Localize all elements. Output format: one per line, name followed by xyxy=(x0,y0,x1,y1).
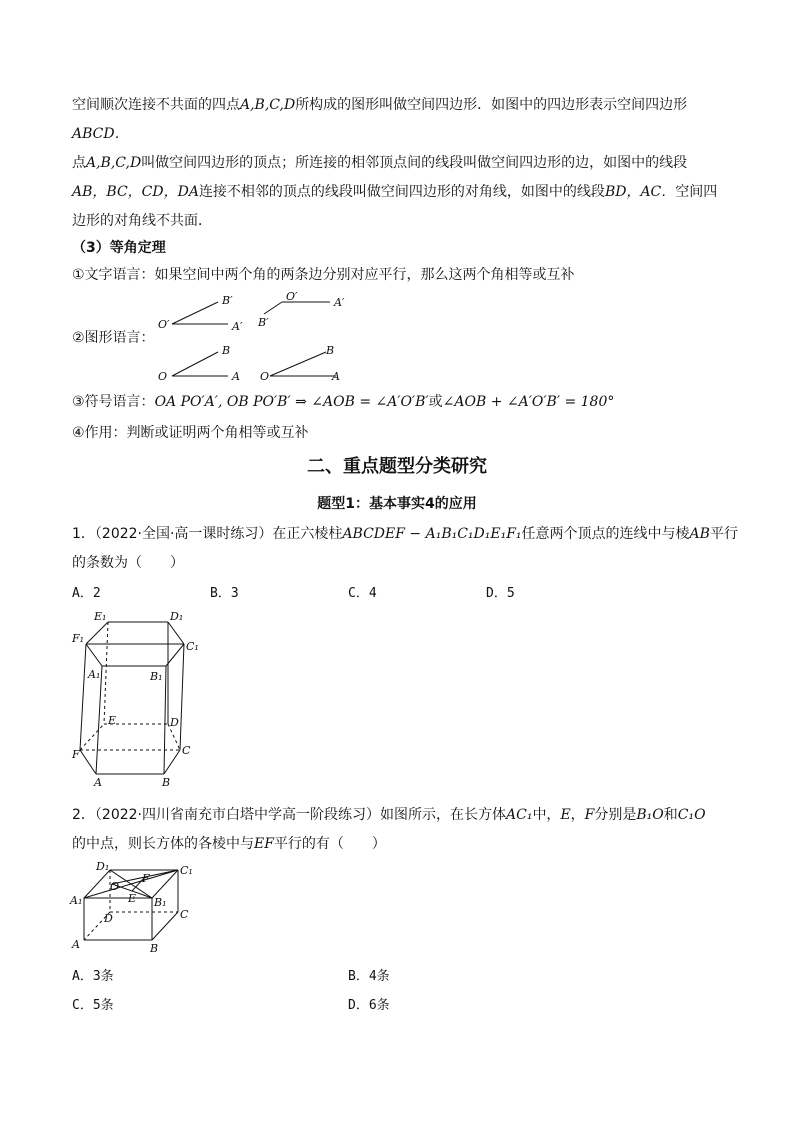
label-b: B xyxy=(150,942,159,955)
intro-line-3: 点A,B,C,D叫做空间四边形的顶点；所连接的相邻顶点间的线段叫做空间四边形的边，如图中的线段 xyxy=(72,155,688,171)
label-a1: A₁ xyxy=(70,894,83,907)
intro-line-5: 边形的对角线不共面． xyxy=(72,213,212,229)
label-c1: C₁ xyxy=(180,864,193,877)
section-title: 二、重点题型分类研究 xyxy=(307,456,487,477)
intro-line-4: AB，BC，CD，DA连接不相邻的顶点的线段叫做空间四边形的对角线，如图中的线段BD，AC．空间四 xyxy=(72,184,718,200)
label-c: C xyxy=(182,744,191,757)
q2-option-b[interactable]: B．4条 xyxy=(348,969,390,984)
hexagonal-prism-figure xyxy=(70,606,200,790)
label-e1: E₁ xyxy=(94,610,107,623)
angle-figures xyxy=(150,290,370,390)
label-f: F xyxy=(72,748,80,761)
label-b-prime-2: B′ xyxy=(258,316,269,329)
label-d1: D₁ xyxy=(170,610,184,623)
label-a-prime-2: A′ xyxy=(334,296,345,309)
theorem-use: ④作用：判断或证明两个角相等或互补 xyxy=(72,425,309,441)
label-o-3: O xyxy=(158,370,168,383)
q2-stem-line-1: 2．（2022·四川省南充市白塔中学高一阶段练习）如图所示，在长方体AC₁中，E，F分别是B₁O和C₁O xyxy=(72,807,706,823)
q1-option-a[interactable]: A．2 xyxy=(72,586,101,601)
label-f1: F₁ xyxy=(72,632,85,645)
angle3-ray-ob xyxy=(172,352,218,376)
intro-line-2: ABCD． xyxy=(72,126,129,142)
label-b-3: B xyxy=(222,344,231,357)
label-a: A xyxy=(72,938,80,951)
label-o-4: O xyxy=(260,370,270,383)
label-b-prime-1: B′ xyxy=(222,294,233,307)
q2-option-d[interactable]: D．6条 xyxy=(348,998,390,1013)
label-a-prime-1: A′ xyxy=(232,320,243,333)
angle4-ray-ob xyxy=(270,352,326,376)
label-b1: B₁ xyxy=(154,896,167,909)
q1-stem-line-2: 的条数为（ ） xyxy=(72,555,184,571)
label-f: F xyxy=(142,872,150,885)
label-b-4: B xyxy=(326,344,335,357)
q1-option-c[interactable]: C．4 xyxy=(348,586,377,601)
label-e: E xyxy=(108,714,117,727)
label-a-3: A xyxy=(232,370,240,383)
q1-stem-line-1: 1．（2022·全国·高一课时练习）在正六棱柱ABCDEF − A₁B₁C₁D₁E₁F₁任意两个顶点的连线中与棱AB平行 xyxy=(72,526,738,542)
label-o: O xyxy=(110,880,120,893)
intro-line-1: 空间顺次连接不共面的四点A,B,C,D所构成的图形叫做空间四边形．如图中的四边形表示空间四边形 xyxy=(72,97,688,113)
label-b1: B₁ xyxy=(150,670,163,683)
angle1-ray-ob xyxy=(172,302,218,324)
q1-option-d[interactable]: D．5 xyxy=(486,586,515,601)
q2-stem-line-2: 的中点，则长方体的各棱中与EF平行的有（ ） xyxy=(72,836,386,852)
theorem-heading: （3）等角定理 xyxy=(72,240,166,256)
theorem-figure-language: ②图形语言： xyxy=(72,330,155,346)
label-c: C xyxy=(180,908,189,921)
label-d: D xyxy=(104,912,113,925)
label-d: D xyxy=(170,716,179,729)
label-o-prime-2: O′ xyxy=(286,290,298,303)
label-a-4: A xyxy=(332,370,340,383)
angle2-ray-ob xyxy=(264,302,282,314)
q2-option-c[interactable]: C．5条 xyxy=(72,998,114,1013)
q2-option-a[interactable]: A．3条 xyxy=(72,969,114,984)
label-b: B xyxy=(162,776,171,789)
label-e: E xyxy=(128,892,137,905)
cuboid-figure xyxy=(68,860,198,956)
label-a1: A₁ xyxy=(88,668,101,681)
label-a: A xyxy=(94,776,102,789)
type-title: 题型1：基本事实4的应用 xyxy=(317,496,477,512)
label-c1: C₁ xyxy=(186,640,199,653)
label-d1: D₁ xyxy=(96,860,110,873)
q1-option-b[interactable]: B．3 xyxy=(210,586,239,601)
theorem-symbol-language: ③符号语言：OA PO′A′, OB PO′B′ ⇒ ∠AOB = ∠A′O′B′或∠AOB + ∠A′O′B′ = 180° xyxy=(72,394,615,410)
label-o-prime-1: O′ xyxy=(158,318,170,331)
theorem-text-language: ①文字语言：如果空间中两个角的两条边分别对应平行，那么这两个角相等或互补 xyxy=(72,267,575,283)
